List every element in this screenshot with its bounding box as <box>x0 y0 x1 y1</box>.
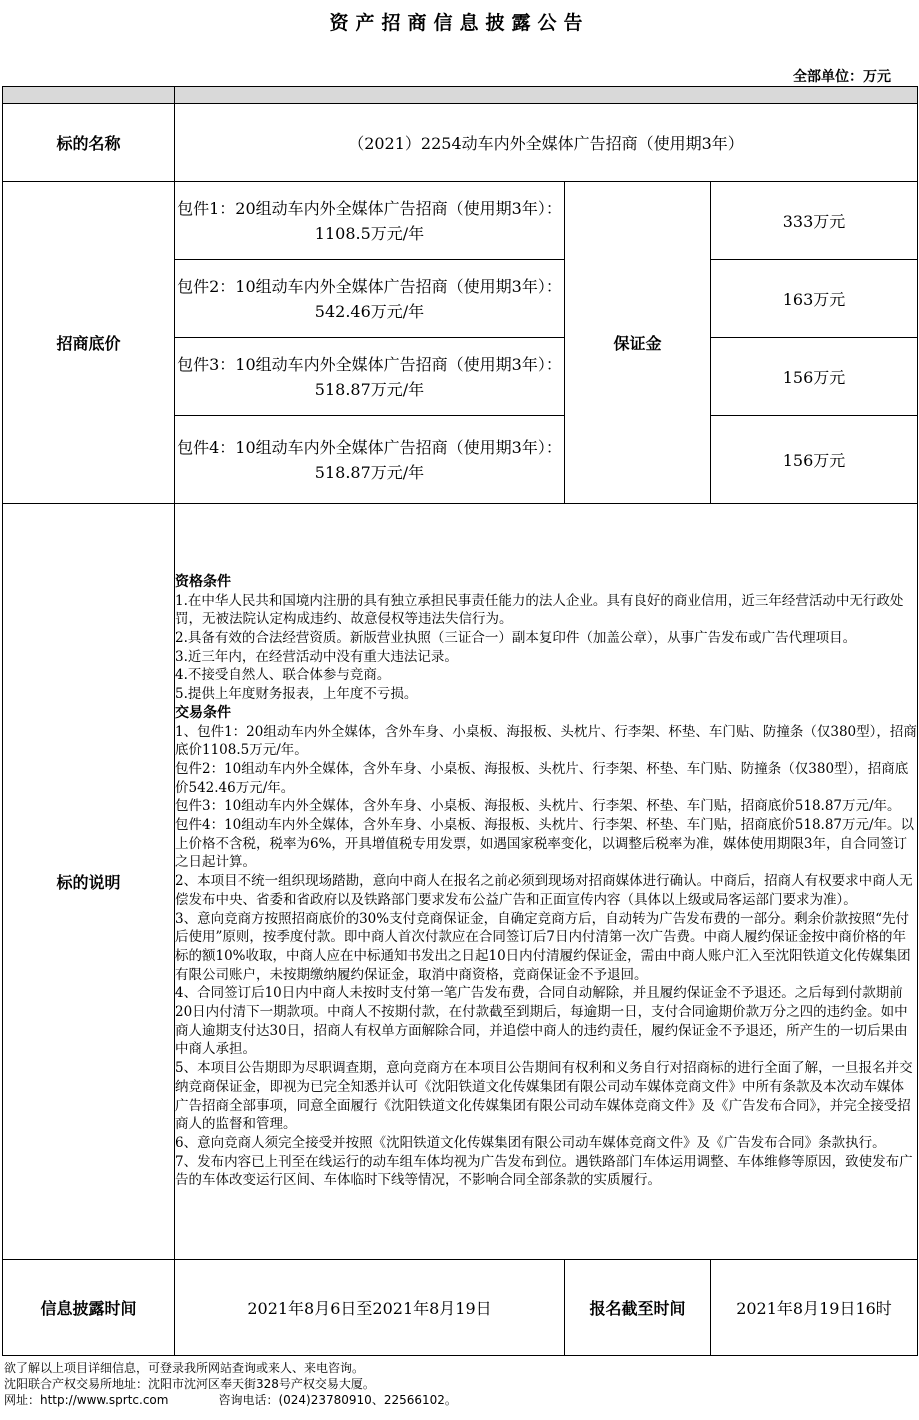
trade-item: 1、包件1：20组动车内外全媒体，含外车身、小桌板、海报板、头枕片、行李架、杯垫、车门贴、防撞条（仅380型），招商底价1108.5万元/年。 <box>175 723 917 759</box>
package-3-text: 包件3：10组动车内外全媒体广告招商（使用期3年）：518.87万元/年 <box>177 354 562 399</box>
unit-note: 全部单位：万元 <box>793 69 891 85</box>
desc-label: 标的说明 <box>3 504 175 1260</box>
name-label: 标的名称 <box>3 104 175 182</box>
package-2-text: 包件2：10组动车内外全媒体广告招商（使用期3年）：542.46万元/年 <box>177 276 562 321</box>
qualification-item: 4.不接受自然人、联合体参与竞商。 <box>175 667 391 684</box>
trade-item: 6、意向竞商人须完全接受并按照《沈阳铁道文化传媒集团有限公司动车媒体竞商文件》及《广告发布合同》条款执行。 <box>175 1134 886 1151</box>
header-bar-left <box>3 87 175 104</box>
header-bar-right <box>175 87 918 104</box>
package-3-price <box>175 338 565 416</box>
package-3-deposit: 156万元 <box>711 338 918 416</box>
deadline-value: 2021年8月19日16时 <box>711 1260 918 1356</box>
footer-contact-line <box>4 1392 457 1408</box>
phone-text: 咨询电话：(024)23780910、22566102。 <box>218 1393 457 1407</box>
qualification-heading: 资格条件 <box>175 573 231 590</box>
trade-item: 包件2：10组动车内外全媒体，含外车身、小桌板、海报板、头枕片、行李架、杯垫、车门贴、防撞条（仅380型），招商底价542.46万元/年。 <box>175 760 909 796</box>
trade-item: 2、本项目不统一组织现场踏勘，意向中商人在报名之前必须到现场对招商媒体进行确认。中商后，招商人有权要求中商人无偿发布中央、省委和省政府以及铁路部门要求发布公益广告和正面宣传内容（具体以上级或局客运部门要求为准）。 <box>175 873 913 908</box>
trade-heading: 交易条件 <box>175 704 231 721</box>
info-table <box>2 86 918 1356</box>
package-1-price <box>175 182 565 260</box>
package-4-text: 包件4：10组动车内外全媒体广告招商（使用期3年）：518.87万元/年 <box>177 437 562 482</box>
package-2-deposit: 163万元 <box>711 260 918 338</box>
trade-item: 7、发布内容已上刊至在线运行的动车组车体均视为广告发布到位。遇铁路部门车体运用调整、车体维修等原因，致使发布广告的车体改变运行区间、车体临时下线等情况，不影响合同全部条款的实质履行。 <box>175 1153 913 1189</box>
name-value: （2021）2254动车内外全媒体广告招商（使用期3年） <box>175 104 918 182</box>
page-title: 资产招商信息披露公告 <box>329 12 590 34</box>
footer-info-line: 欲了解以上项目详细信息，可登录我所网站查询或来人、来电咨询。 <box>4 1361 365 1375</box>
package-4-deposit: 156万元 <box>711 416 918 504</box>
trade-item: 包件3：10组动车内外全媒体，含外车身、小桌板、海报板、头枕片、行李架、杯垫、车门贴，招商底价518.87万元/年。 <box>175 798 901 815</box>
qualification-item: 2.具备有效的合法经营资质。新版营业执照（三证合一）副本复印件（加盖公章），从事广告发布或广告代理项目。 <box>175 630 857 646</box>
deposit-label: 保证金 <box>565 182 711 504</box>
package-1-text: 包件1：20组动车内外全媒体广告招商（使用期3年）：1108.5万元/年 <box>177 198 562 243</box>
footer <box>4 1360 457 1408</box>
qualification-item: 5.提供上年度财务报表，上年度不亏损。 <box>175 686 418 703</box>
disclosure-label: 信息披露时间 <box>3 1260 175 1356</box>
trade-item: 4、合同签订后10日内中商人未按时支付第一笔广告发布费，合同自动解除，并且履约保证金不予退还。之后每到付款期前20日内付清下一期款项。中商人不按期付款，在付款截至到期后，每逾期一日，支付合同逾期价款万分之四的违约金。如中商人逾期支付达30日，招商人有权单方面解除合同，并追偿中商人的违约责任，履约保证金不予退还，所产生的一切后果由中商人承担。 <box>175 985 908 1058</box>
disclosure-value: 2021年8月6日至2021年8月19日 <box>175 1260 565 1356</box>
package-4-price <box>175 416 565 504</box>
qualification-item: 1.在中华人民共和国境内注册的具有独立承担民事责任能力的法人企业。具有良好的商业信用，近三年经营活动中无行政处罚，无被法院认定构成违约、故意侵权等违法失信行为。 <box>175 592 904 628</box>
trade-item: 5、本项目公告期即为尽职调查期，意向竞商方在本项目公告期间有权利和义务自行对招商标的进行全面了解，一旦报名并交纳竞商保证金，即视为已完全知悉并认可《沈阳铁道文化传媒集团有限公司动车媒体竞商文件》中所有条款及本次动车媒体广告招商全部事项，同意全面履行《沈阳铁道文化传媒集团有限公司动车媒体竞商文件》及《广告发布合同》，并完全接受招商人的监督和管理。 <box>175 1060 913 1133</box>
package-2-price <box>175 260 565 338</box>
description <box>175 504 918 1260</box>
footer-address-line: 沈阳联合产权交易所地址：沈阳市沈河区奉天街328号产权交易大厦。 <box>4 1377 375 1391</box>
price-label: 招商底价 <box>3 182 175 504</box>
qualification-item: 3.近三年内，在经营活动中没有重大违法记录。 <box>175 648 458 665</box>
trade-item: 包件4：10组动车内外全媒体，含外车身、小桌板、海报板、头枕片、行李架、杯垫、车门贴，招商底价518.87万元/年。以上价格不含税，税率为6%，开具增值税专用发票，如遇国家税率变化，以调整后税率为准，媒体使用期限3年，自合同签订之日起计算。 <box>175 817 915 871</box>
deadline-label: 报名截至时间 <box>565 1260 711 1356</box>
trade-item: 3、意向竞商方按照招商底价的30%支付竞商保证金，自确定竞商方后，自动转为广告发布费的一部分。剩余价款按照“先付后使用”原则，按季度付款。即中商人首次付款应在合同签订后7日内付清第一次广告费。中商人履约保证金按中商价格的年标的额10%收取，中商人应在中标通知书发出之日起10日内付清履约保证金，需由中商人账户汇入至沈阳铁道文化传媒集团有限公司账户，未按期缴纳履约保证金，取消中商资格，竞商保证金不予退回。 <box>175 910 911 983</box>
package-1-deposit: 333万元 <box>711 182 918 260</box>
website-link[interactable]: 网址：http://www.sprtc.com <box>4 1393 169 1407</box>
